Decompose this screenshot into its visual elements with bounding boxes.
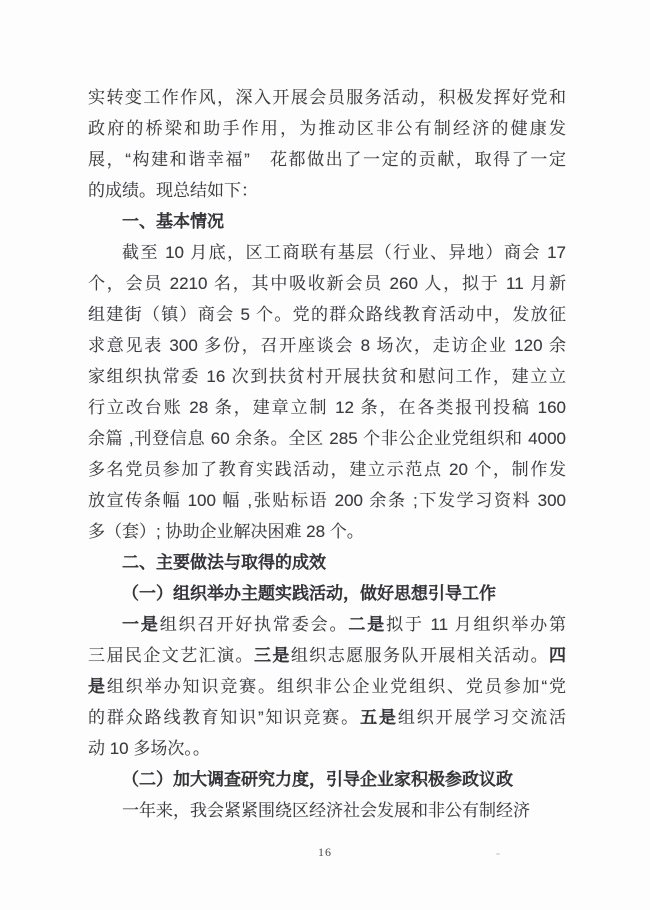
text-segment: 组织开展学习交流活 xyxy=(397,708,566,727)
text-line xyxy=(88,237,566,268)
text-line xyxy=(88,330,566,361)
text-segment: （一）组织举办主题实践活动，做好思想引导工作 xyxy=(122,584,496,603)
text-segment: 政府的桥梁和助手作用，为推动区非公有制经济的健康发 xyxy=(88,119,566,138)
text-segment: 的成绩。现总结如下： xyxy=(88,181,258,200)
text-segment: 拟于 11 月组织举办第 xyxy=(386,615,566,634)
text-segment: 求意见表 300 多份，召开座谈会 8 场次，走访企业 120 余 xyxy=(88,336,566,355)
scan-speck xyxy=(156,98,159,101)
text-segment: 三届民企文艺汇演。 xyxy=(88,646,254,665)
section-heading xyxy=(88,206,566,237)
text-segment: 实转变工作作风，深入开展会员服务活动，积极发挥好党和 xyxy=(88,88,566,107)
text-line xyxy=(88,454,566,485)
text-segment-bold: 一是 xyxy=(122,615,160,634)
text-segment: 组建街（镇）商会 5 个。党的群众路线教育活动中，发放征 xyxy=(88,305,566,324)
text-segment-bold: 二是 xyxy=(348,615,387,634)
text-line xyxy=(88,609,566,640)
text-line xyxy=(88,733,566,764)
text-line xyxy=(88,268,566,299)
text-line xyxy=(88,640,566,671)
text-line xyxy=(88,113,566,144)
text-segment-bold: 是 xyxy=(88,677,107,696)
text-segment: 家组织执常委 16 次到扶贫村开展扶贫和慰问工作，建立立 xyxy=(88,367,566,386)
text-line xyxy=(88,299,566,330)
text-segment-bold: 三是 xyxy=(253,646,291,665)
text-segment: 组织举办知识竞赛。组织非公企业党组织、党员参加“党 xyxy=(106,677,566,696)
text-line xyxy=(88,392,566,423)
text-segment-bold: 四 xyxy=(549,646,566,665)
text-line xyxy=(88,795,566,826)
text-segment: 一年来，我会紧紧围绕区经济社会发展和非公有制经济 xyxy=(122,801,530,820)
text-line xyxy=(88,423,566,454)
text-segment: 二、主要做法与取得的成效 xyxy=(122,553,326,572)
subsection-heading xyxy=(88,578,566,609)
text-segment: 展，“构建和谐幸福” 花都做出了一定的贡献，取得了一定 xyxy=(88,150,566,169)
text-segment: 余篇 ,刊登信息 60 余条。全区 285 个非公企业党组织和 4000 xyxy=(88,429,566,448)
text-line xyxy=(88,361,566,392)
subsection-heading xyxy=(88,764,566,795)
text-line xyxy=(88,516,566,547)
text-segment: 多名党员参加了教育实践活动，建立示范点 20 个，制作发 xyxy=(88,460,566,479)
text-line xyxy=(88,175,566,206)
text-segment: 动 10 多场次。。 xyxy=(88,739,210,758)
text-segment: 放宣传条幅 100 幅 ,张贴标语 200 余条 ;下发学习资料 300 xyxy=(88,491,566,510)
text-segment: 组织志愿服务队开展相关活动。 xyxy=(290,646,550,665)
section-heading xyxy=(88,547,566,578)
text-segment: 行立改台账 28 条，建章立制 12 条，在各类报刊投稿 160 xyxy=(88,398,566,417)
text-segment: 一、基本情况 xyxy=(122,212,224,231)
text-segment: 多（套）; 协助企业解决困难 28 个。 xyxy=(88,522,364,541)
page-number: 16 xyxy=(318,845,332,859)
text-segment: 个，会员 2210 名，其中吸收新会员 260 人，拟于 11 月新 xyxy=(88,274,566,293)
text-segment: 组织召开好执常委会。 xyxy=(159,615,349,634)
text-segment-bold: 五是 xyxy=(360,708,398,727)
text-segment: （二）加大调查研究力度，引导企业家积极参政议政 xyxy=(122,770,513,789)
text-segment: 的群众路线教育知识”知识竞赛。 xyxy=(88,708,361,727)
text-segment: 截至 10 月底，区工商联有基层（行业、异地）商会 17 xyxy=(122,243,566,262)
text-line xyxy=(88,144,566,175)
scan-speck xyxy=(496,853,500,855)
text-line xyxy=(88,485,566,516)
text-line xyxy=(88,82,566,113)
text-line xyxy=(88,702,566,733)
text-line xyxy=(88,671,566,702)
text-block xyxy=(88,82,566,826)
